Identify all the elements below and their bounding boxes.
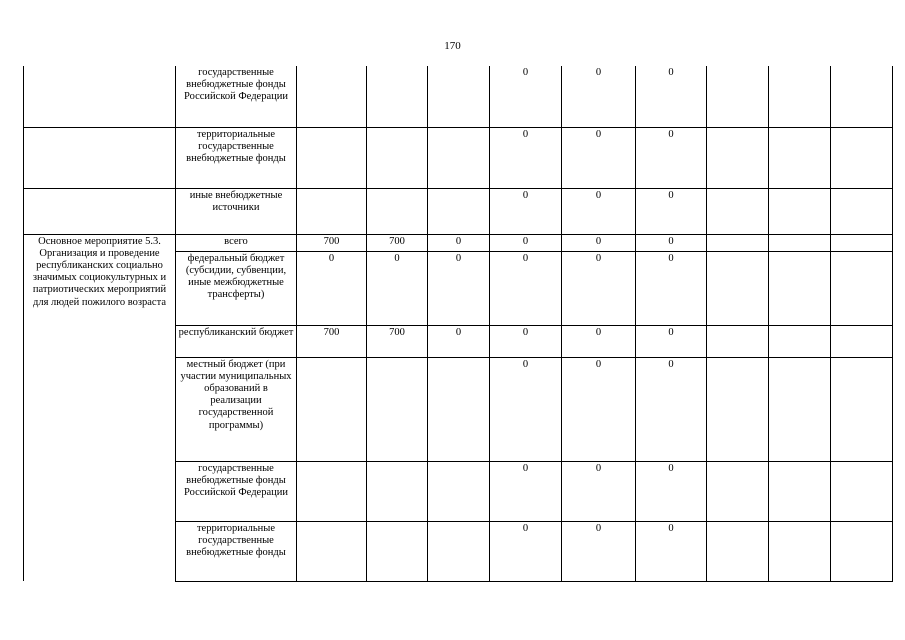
value-cell (707, 357, 769, 461)
source-cell: республиканский бюджет (176, 325, 297, 357)
value-cell: 0 (636, 251, 707, 325)
value-cell (707, 461, 769, 521)
value-cell: 700 (367, 234, 428, 251)
table-row (24, 127, 893, 188)
value-cell: 0 (562, 251, 636, 325)
value-cell: 0 (490, 127, 562, 188)
value-cell (831, 521, 893, 581)
value-cell (367, 188, 428, 234)
value-cell: 0 (367, 251, 428, 325)
value-cell: 0 (636, 357, 707, 461)
value-cell (769, 66, 831, 127)
value-cell (831, 188, 893, 234)
value-cell: 0 (490, 234, 562, 251)
value-cell: 0 (490, 251, 562, 325)
value-cell: 0 (490, 325, 562, 357)
value-cell (367, 66, 428, 127)
value-cell: 0 (636, 234, 707, 251)
value-cell (707, 251, 769, 325)
value-cell (831, 461, 893, 521)
value-cell (769, 461, 831, 521)
value-cell: 0 (490, 357, 562, 461)
value-cell: 0 (490, 521, 562, 581)
value-cell: 700 (367, 325, 428, 357)
value-cell: 0 (636, 66, 707, 127)
value-cell (367, 357, 428, 461)
value-cell (297, 188, 367, 234)
value-cell (707, 127, 769, 188)
value-cell (769, 188, 831, 234)
value-cell (707, 234, 769, 251)
table-row (24, 66, 893, 127)
value-cell: 0 (562, 234, 636, 251)
value-cell: 0 (297, 251, 367, 325)
value-cell: 0 (636, 127, 707, 188)
value-cell: 0 (490, 66, 562, 127)
value-cell: 0 (428, 251, 490, 325)
value-cell: 0 (636, 521, 707, 581)
value-cell (769, 234, 831, 251)
activity-title: Основное мероприятие 5.3. Организация и проведение республиканских социально значимых социокультурных и патриотических мероприятий для людей пожилого возраста (24, 234, 176, 581)
page-number: 170 (444, 40, 461, 52)
value-cell: 700 (297, 325, 367, 357)
value-cell (428, 66, 490, 127)
value-cell (428, 127, 490, 188)
value-cell: 0 (636, 188, 707, 234)
value-cell: 0 (562, 127, 636, 188)
value-cell (831, 325, 893, 357)
value-cell: 0 (562, 66, 636, 127)
value-cell: 0 (490, 188, 562, 234)
value-cell (707, 66, 769, 127)
value-cell (707, 188, 769, 234)
value-cell: 0 (562, 521, 636, 581)
value-cell (831, 127, 893, 188)
value-cell (428, 521, 490, 581)
value-cell (769, 325, 831, 357)
value-cell (707, 521, 769, 581)
activity-cell-empty (24, 188, 176, 234)
value-cell (367, 521, 428, 581)
table-row (24, 234, 893, 251)
source-cell: территориальные государственные внебюджетные фонды (176, 521, 297, 581)
source-cell: государственные внебюджетные фонды Российской Федерации (176, 66, 297, 127)
value-cell: 0 (562, 357, 636, 461)
activity-cell-empty (24, 127, 176, 188)
value-cell (831, 357, 893, 461)
value-cell (769, 357, 831, 461)
value-cell (297, 357, 367, 461)
table-row (24, 188, 893, 234)
value-cell (297, 521, 367, 581)
value-cell (367, 461, 428, 521)
value-cell: 0 (562, 188, 636, 234)
value-cell: 700 (297, 234, 367, 251)
value-cell (428, 188, 490, 234)
budget-table (23, 66, 893, 582)
value-cell (769, 127, 831, 188)
value-cell: 0 (562, 325, 636, 357)
value-cell (831, 234, 893, 251)
value-cell (297, 127, 367, 188)
value-cell: 0 (428, 234, 490, 251)
source-cell: федеральный бюджет (субсидии, субвенции, иные межбюджетные трансферты) (176, 251, 297, 325)
value-cell: 0 (428, 325, 490, 357)
activity-cell-empty (24, 66, 176, 127)
value-cell (831, 251, 893, 325)
value-cell: 0 (636, 325, 707, 357)
value-cell (428, 357, 490, 461)
source-cell: местный бюджет (при участии муниципальных образований в реализации государственной программы) (176, 357, 297, 461)
value-cell: 0 (636, 461, 707, 521)
value-cell (367, 127, 428, 188)
value-cell (831, 66, 893, 127)
value-cell: 0 (490, 461, 562, 521)
value-cell (297, 66, 367, 127)
value-cell (428, 461, 490, 521)
source-cell: иные внебюджетные источники (176, 188, 297, 234)
value-cell: 0 (562, 461, 636, 521)
value-cell (707, 325, 769, 357)
source-cell: территориальные государственные внебюджетные фонды (176, 127, 297, 188)
source-cell: всего (176, 234, 297, 251)
source-cell: государственные внебюджетные фонды Российской Федерации (176, 461, 297, 521)
value-cell (769, 251, 831, 325)
value-cell (769, 521, 831, 581)
value-cell (297, 461, 367, 521)
